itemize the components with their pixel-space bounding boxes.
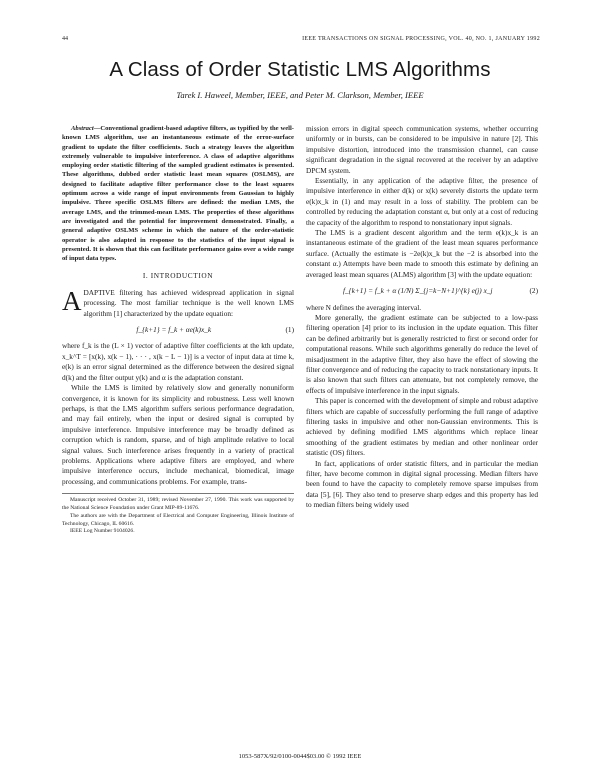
intro-paragraph-3: While the LMS is limited by relatively slow and generally nonuniform convergence, it is known for its simplicity and robustness. Less well known perhaps, is that the LMS algorithm suffers serious performance degradation, and may fail entirely, when the input or desired signal is corrupted by impulsive interference. Impulsive interference may be broadly defined as corruption which is random, sparse, and of high amplitude relative to local signal values. Such interference arises frequently in a variety of practical problems. Applications where adaptive filters are employed, and where impulsive interference occurs, include mechanical, biomedical, image processing, and communications problems. For example, trans- bbox=[62, 383, 294, 486]
equation-1 bbox=[62, 325, 294, 335]
paper-title: A Class of Order Statistic LMS Algorithms bbox=[109, 58, 491, 81]
section-heading-introduction: I. INTRODUCTION bbox=[142, 271, 214, 281]
equation-2-body: f_{k+1} = f_k + α (1/N) Σ_{j=k−N+1}^{k} e(j) x_j bbox=[343, 286, 493, 296]
footnote bbox=[62, 493, 294, 536]
abstract bbox=[62, 124, 294, 263]
right-paragraph-6: This paper is concerned with the development of simple and robust adaptive filters which are capable of successfully performing the full range of adaptive filtering tasks in impulsive and other non-Gaussian environments. This is achieved by defining modified LMS algorithms which replace linear smoothing of the gradient estimates by median and other nonlinear order statistic (OS) filters. bbox=[306, 396, 538, 458]
right-paragraph-1: mission errors in digital speech communication systems, whether occurring uniformly or in bursts, can be considered to be impulsive in nature [2]. This impulsive distortion, introduced into the transmission channel, can cause significant degradation in the signal recovered at the receiver by an adaptive DPCM system. bbox=[306, 124, 538, 175]
right-paragraph-5: More generally, the gradient estimate can be subjected to a low-pass filtering operation [4] prior to its inclusion in the update equation. This filter can be defined arbitrarily but is generally restricted to first or second order for computational reasons. While such algorithms generally do reduce the level of misadjustment in the adaptive filter, they also have the effect of slowing the filter convergence and of reducing the capacity to track nonstationary inputs. It is also known that such filters can attenuate, but not completely remove, the effects of impulsive interference in the input signals. bbox=[306, 312, 538, 395]
footnote-manuscript: Manuscript received October 31, 1989; revised November 27, 1990. This work was supported by the National Science Foundation under Grant MIP-89-11676. bbox=[62, 497, 294, 511]
intro-paragraph-2: where f_k is the (L × 1) vector of adaptive filter coefficients at the kth update, x_k^T = [x(k), x(k − 1), · · · , x(k − L − 1)] is a vector of input data at time k, e(k) is an error signal determined as the difference between the desired signal d(k) and the filter output y(k) and α is the adaptation constant. bbox=[62, 341, 294, 382]
journal-header: IEEE TRANSACTIONS ON SIGNAL PROCESSING, VOL. 40, NO. 1, JANUARY 1992 bbox=[302, 36, 540, 42]
equation-1-number: (1) bbox=[285, 325, 294, 335]
equation-1-body: f_{k+1} = f_k + αe(k)x_k bbox=[136, 325, 212, 335]
right-paragraph-7: In fact, applications of order statistic filters, and in particular the median filter, have become common in digital signal processing. Median filters have been found to have the capacity to completely remove sparse impulses from data [5], [6]. They also tend to preserve sharp edges and this property has led to median filters being widely used bbox=[306, 458, 538, 510]
authors-text: Tarek I. Haweel, Member, IEEE, and Peter M. Clarkson, Member, IEEE bbox=[176, 90, 424, 100]
drop-cap: A bbox=[62, 285, 82, 316]
left-column bbox=[62, 124, 294, 536]
page-number: 44 bbox=[62, 36, 68, 42]
footnote-log-number: IEEE Log Number 9104026. bbox=[70, 528, 135, 535]
equation-2-number: (2) bbox=[529, 286, 538, 296]
right-paragraph-4: where N defines the averaging interval. bbox=[306, 302, 422, 312]
abstract-text: Conventional gradient-based adaptive filters, as typified by the well-known LMS algorithm, use an instantaneous estimate of the error-surface gradient to update the filter coefficients. Such a strategy leaves the algorithm extremely vulnerable to impulsive interference. A class of adaptive algorithms employing order statistic filtering of the sampled gradient estimates is presented. These algorithms, dubbed order statistic least mean squares (OSLMS), are designed to facilitate adaptive filter performance close to the least squares optimum across a wide range of input environments from Gaussian to highly impulsive. Three specific OSLMS filters are defined: the median LMS, the average LMS, and the trimmed-mean LMS. The properties of these algorithms are investigated and the potential for improvement demonstrated. Finally, a general adaptive OSLMS scheme in which the nature of the order-statistic operator is also adapted in response to the statistics of the input signal is presented. It is shown that this can facilitate performance gains over a wide range of input data types. bbox=[62, 125, 294, 263]
paper-authors bbox=[0, 90, 600, 100]
abstract-lead: Abstract— bbox=[71, 125, 101, 132]
footnote-affiliation: The authors are with the Department of Electrical and Computer Engineering, Illinois Institute of Technology, Chicago, IL 60616. bbox=[62, 512, 294, 527]
intro-paragraph-1 bbox=[62, 285, 294, 319]
equation-2 bbox=[306, 286, 538, 296]
right-paragraph-2: Essentially, in any application of the adaptive filter, the presence of impulsive interference in either d(k) or x(k) severely distorts the update term e(k)x_k in (1) and may result in a loss of stability. The problem can be controlled by reducing the adaptation constant α, but only at a cost of reducing the capacity of the algorithm to respond to nonstationary input signals. bbox=[306, 176, 538, 227]
intro-paragraph-1-text: DAPTIVE filtering has achieved widespread application in signal processing. The most familiar technique is the well known LMS algorithm [1] characterized by the update equation: bbox=[83, 287, 294, 318]
right-column bbox=[306, 124, 538, 511]
right-paragraph-3: The LMS is a gradient descent algorithm and the term e(k)x_k is an instantaneous estimate of the gradient of the least mean squares performance surface. (Actually the estimate is −2e(k)x_k but the −2 is absorbed into the constant α.) Attempts have been made to smooth this estimate by defining an averaged least mean squares (ALMS) algorithm [3] with the update equation: bbox=[306, 228, 538, 279]
copyright-code: 1053-587X/92/0100-0044$03.00 © 1992 IEEE bbox=[238, 753, 362, 760]
